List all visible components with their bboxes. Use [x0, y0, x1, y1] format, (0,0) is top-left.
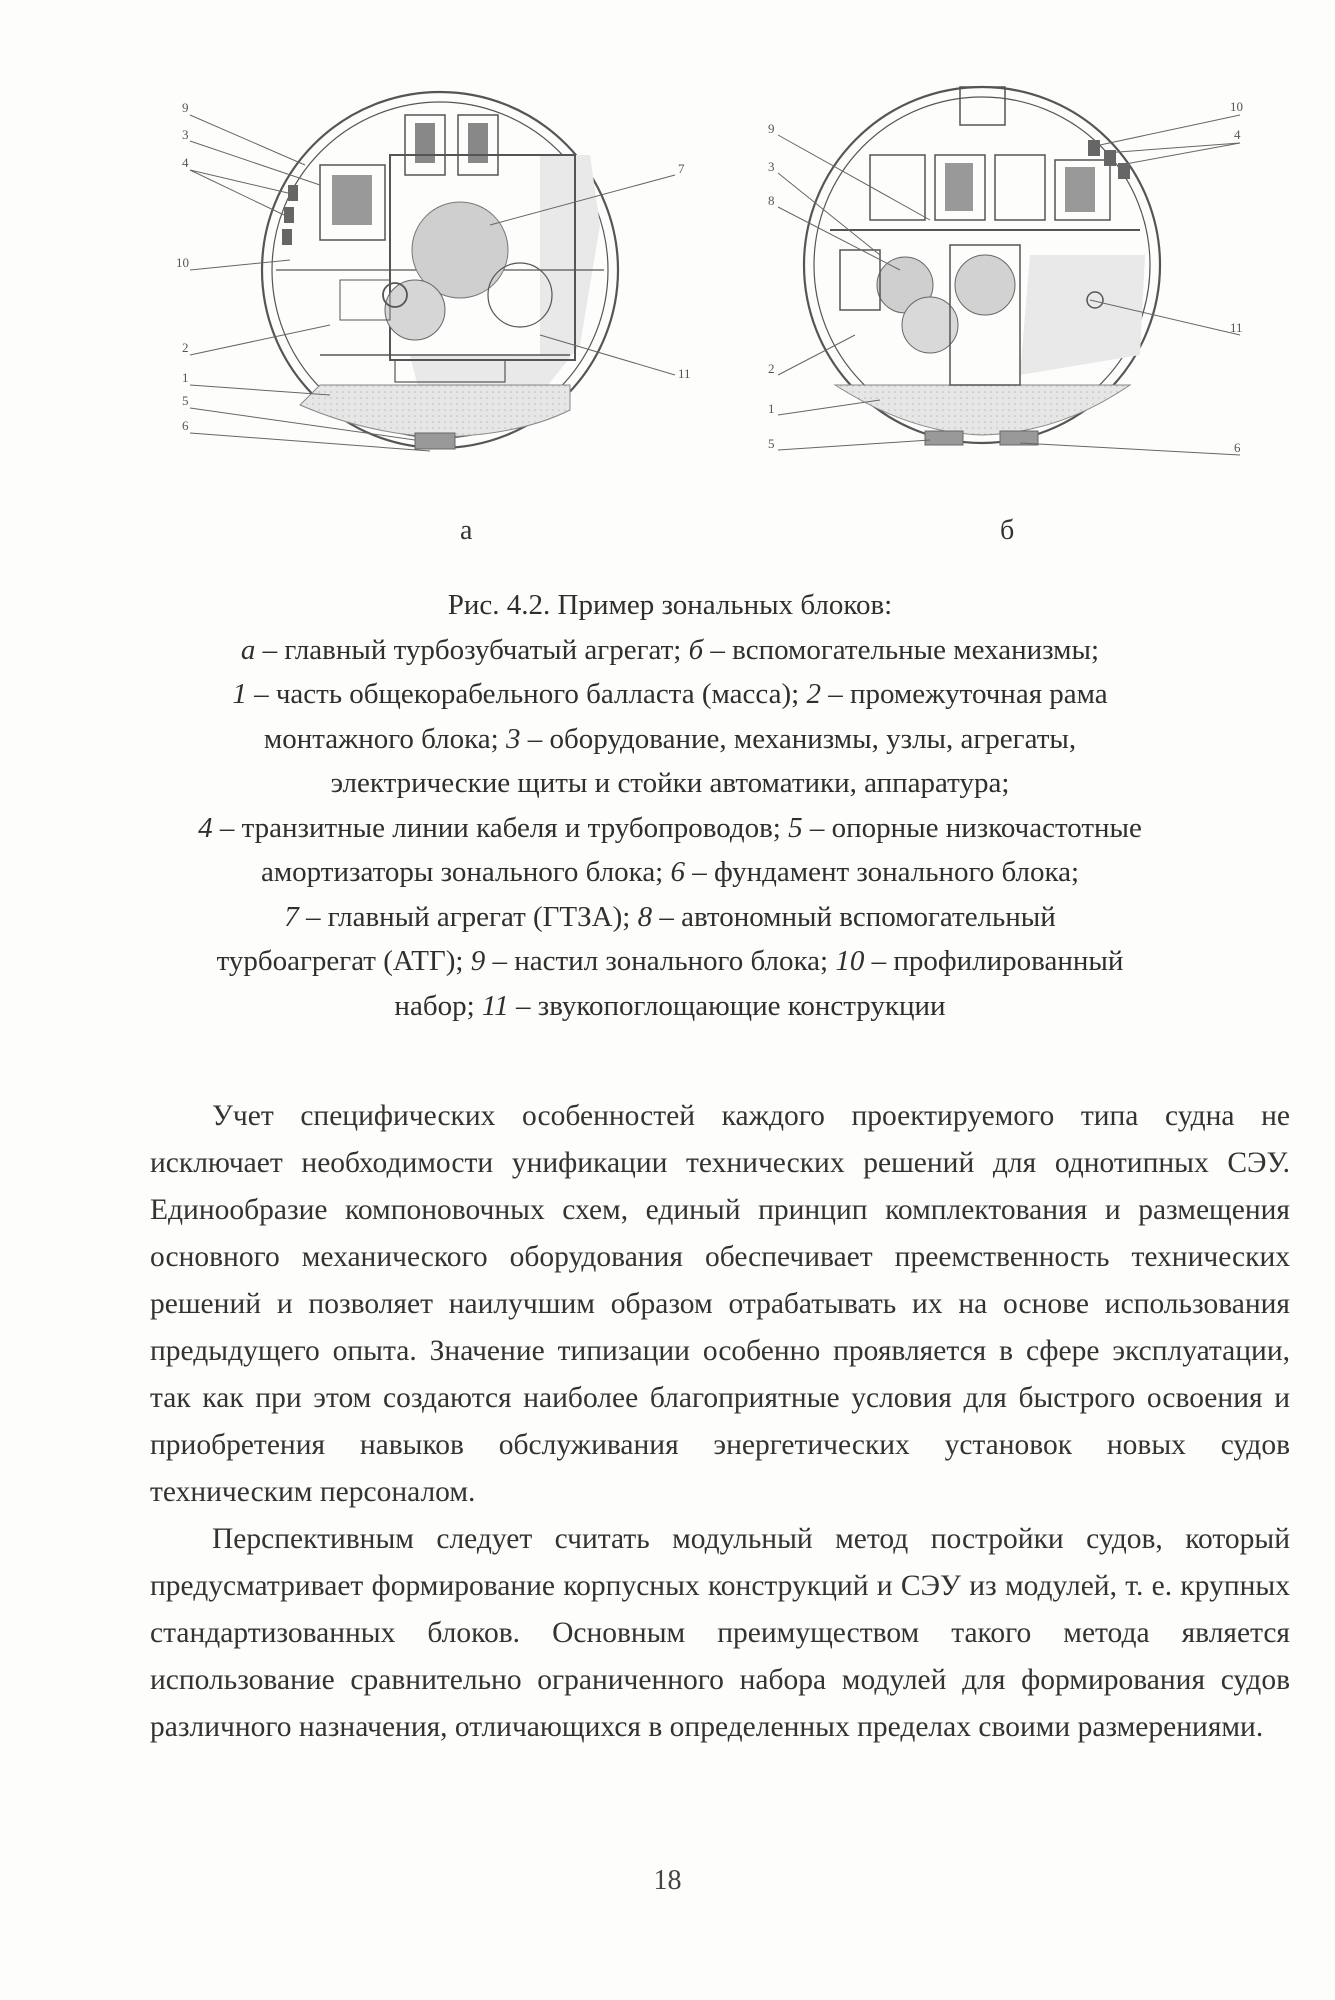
callout-b-3: 3 [768, 159, 775, 174]
figure-caption [150, 583, 1190, 1028]
caption-text: – звукопоглощающие конструкции [508, 989, 946, 1022]
caption-marker: 1 [232, 678, 247, 710]
callout-b-9: 9 [768, 121, 775, 136]
caption-text: – оборудование, механизмы, узлы, агрегаты, [520, 722, 1077, 755]
caption-line [150, 672, 1190, 717]
caption-marker: 2 [806, 678, 821, 710]
caption-line [150, 895, 1190, 940]
callout-b-6: 6 [1234, 440, 1241, 455]
caption-marker: 7 [284, 900, 299, 933]
paragraph-1: Учет специфических особенностей каждого проектируемого типа судна не исключает необходимости унификации технических решений для однотипных СЭУ. Единообразие компоновочных схем, единый принцип комплектования и размещения основного механического оборудования обеспечивает преемственность технических решений и позволяет наилучшим образом отрабатывать их на основе использования предыдущего опыта. Значение типизации особенно проявляется в сфере эксплуатации, так как при этом создаются наиболее благоприятные условия для быстрого освоения и приобретения навыков обслуживания энергетических установок новых судов техническим персоналом. [150, 1100, 1290, 1508]
callout-a-4: 4 [182, 155, 189, 170]
caption-marker: 10 [835, 945, 865, 977]
caption-line [150, 806, 1190, 851]
panel-a-label: а [460, 515, 473, 546]
caption-legend [150, 628, 1190, 1029]
caption-marker: 3 [505, 722, 521, 755]
figure-4-2 [176, 95, 1250, 555]
callout-b-10: 10 [1230, 99, 1243, 114]
callout-b-4: 4 [1234, 127, 1241, 142]
callout-a-6: 6 [182, 418, 189, 433]
caption-text: электрические щиты и стойки автоматики, аппаратура; [330, 767, 1010, 799]
caption-text: – главный турбозубчатый агрегат; [255, 633, 689, 666]
caption-text: – фундамент зонального блока; [685, 856, 1080, 888]
caption-title: Рис. 4.2. Пример зональных блоков: [447, 589, 893, 621]
callout-a-10: 10 [176, 255, 189, 270]
caption-line [150, 939, 1190, 984]
caption-line [150, 984, 1190, 1029]
caption-text: – промежуточная рама [820, 678, 1108, 710]
panel-b-label: б [1000, 515, 1015, 546]
caption-marker: 8 [637, 900, 653, 933]
caption-marker: 9 [470, 945, 486, 977]
caption-text: – опорные низкочастотные [802, 811, 1142, 844]
callout-b-1: 1 [768, 401, 775, 416]
callout-a-7: 7 [678, 161, 685, 176]
callout-b-2: 2 [768, 361, 775, 376]
caption-text: – часть общекорабельного балласта (масса); [246, 678, 807, 710]
callout-b-8: 8 [768, 193, 775, 208]
callout-b-11: 11 [1230, 320, 1243, 335]
caption-text: турбоагрегат (АТГ); [216, 945, 471, 977]
caption-line [150, 628, 1190, 673]
caption-text: – вспомогательные механизмы; [703, 633, 1100, 666]
paragraph-2: Перспективным следует считать модульный метод постройки судов, который предусматривает формирование корпусных конструкций и СЭУ из модулей, т. е. крупных стандартизованных блоков. Основным преимуществом такого метода является использование сравнительно ограниченного набора модулей для формирования судов различного назначения, отличающихся в определенных пределах своими размерениями. [150, 1523, 1290, 1743]
caption-marker: а [240, 633, 256, 666]
caption-marker: б [688, 633, 704, 666]
caption-line [150, 850, 1190, 895]
caption-marker: 11 [481, 989, 509, 1022]
caption-text: – настил зонального блока; [485, 945, 836, 977]
callout-a-11: 11 [678, 366, 691, 381]
caption-text: амортизаторы зонального блока; [260, 856, 671, 888]
caption-marker: 4 [198, 811, 213, 844]
callout-a-3: 3 [182, 127, 189, 142]
caption-text: – главный агрегат (ГТЗА); [298, 900, 638, 933]
zonal-blocks-drawing [176, 95, 1250, 555]
caption-marker: 5 [788, 811, 803, 844]
callout-a-5: 5 [182, 393, 189, 408]
panel-b-drawing [804, 87, 1160, 445]
caption-marker: 6 [670, 856, 685, 888]
caption-line [150, 761, 1190, 806]
caption-text: – профилированный [864, 945, 1124, 977]
body-text [150, 1093, 1290, 1751]
callout-a-2: 2 [182, 340, 189, 355]
page-number: 18 [653, 1865, 682, 1896]
callout-b-5: 5 [768, 436, 775, 451]
caption-text: – транзитные линии кабеля и трубопроводов; [212, 811, 789, 844]
caption-text: монтажного блока; [263, 722, 506, 755]
caption-text: набор; [394, 989, 482, 1022]
panel-a-drawing [262, 92, 618, 449]
caption-text: – автономный вспомогательный [652, 900, 1056, 933]
caption-line [150, 717, 1190, 762]
callout-a-9: 9 [182, 100, 189, 115]
callout-a-1: 1 [182, 370, 189, 385]
